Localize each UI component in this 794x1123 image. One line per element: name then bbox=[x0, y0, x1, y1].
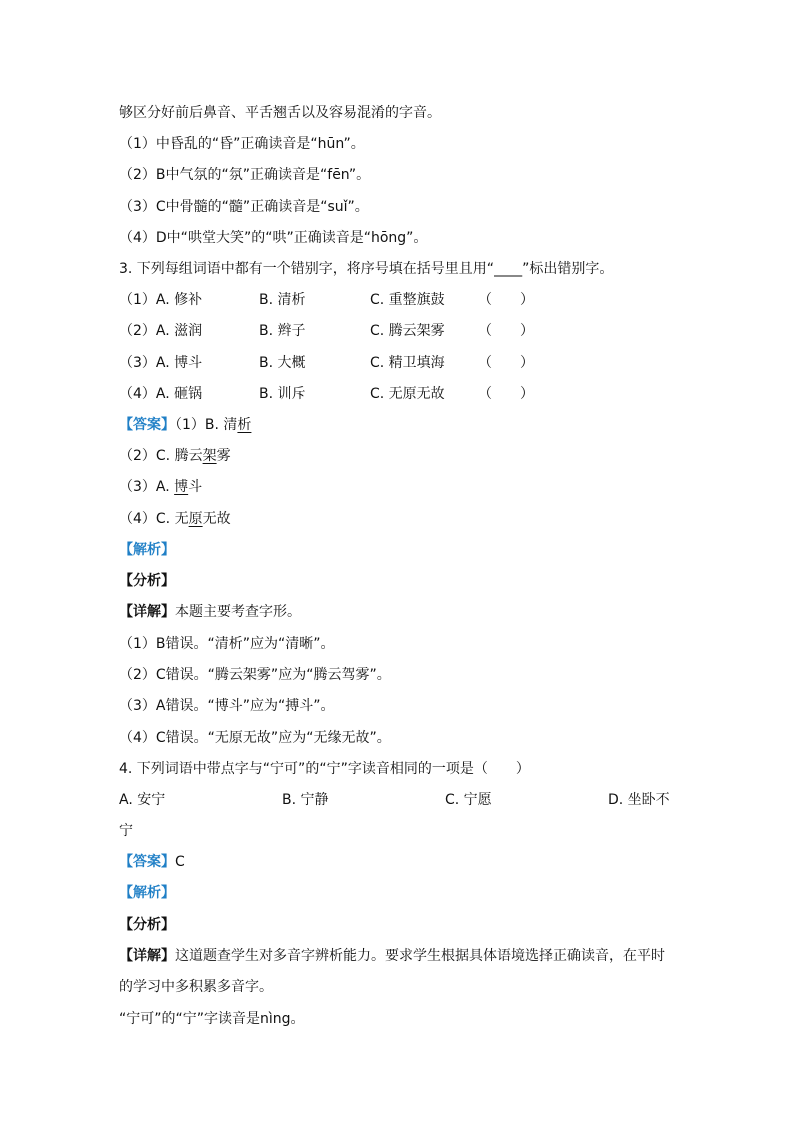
detail-text: 本题主要考查字形。 bbox=[175, 604, 301, 620]
q4-option-d: D. 坐卧不 bbox=[608, 792, 670, 808]
question-3-stem bbox=[119, 260, 613, 278]
q3-answer-paren: （ ） bbox=[478, 355, 534, 371]
q3-option-c: C. 精卫填海 bbox=[370, 355, 445, 371]
q3-option-b: B. 大概 bbox=[259, 355, 306, 371]
answer-text: C bbox=[175, 854, 185, 870]
detail-text-cont: 的学习中多积累多音字。 bbox=[119, 979, 273, 995]
analysis-tag: 【解析】 bbox=[119, 542, 175, 558]
detail-item: （1）B错误。“清析”应为“清晰”。 bbox=[119, 636, 335, 652]
fenxi-tag: 【分析】 bbox=[119, 917, 175, 933]
answer-3-line-4 bbox=[119, 510, 231, 528]
q3-option-b: B. 训斥 bbox=[259, 386, 306, 402]
answer-text: 雾 bbox=[216, 448, 231, 464]
wrong-char: 博 bbox=[174, 479, 189, 495]
answer-text: （1）B. 清 bbox=[175, 417, 238, 433]
detail-item: （2）C错误。“腾云架雾”应为“腾云驾雾”。 bbox=[119, 667, 391, 683]
q4-option-a: A. 安宁 bbox=[119, 792, 166, 808]
detail-line bbox=[119, 603, 301, 621]
detail-text: 这道题查学生对多音字辨析能力。要求学生根据具体语境选择正确读音，在平时 bbox=[175, 948, 665, 964]
question-4-stem: 4. 下列词语中带点字与“宁可”的“宁”字读音相同的一项是（ ） bbox=[119, 761, 530, 777]
answer-tag: 【答案】 bbox=[119, 417, 175, 433]
wrong-char: 析 bbox=[237, 417, 252, 433]
q3-stem-post: ”标出错别字。 bbox=[522, 261, 614, 277]
q3-option-c: C. 重整旗鼓 bbox=[370, 292, 445, 308]
q3-option-c: C. 无原无故 bbox=[370, 386, 445, 402]
q3-stem-blank: ____ bbox=[494, 261, 523, 277]
answer-text: 斗 bbox=[188, 479, 203, 495]
detail-item: （4）C错误。“无原无故”应为“无缘无故”。 bbox=[119, 730, 391, 746]
answer-4-line bbox=[119, 853, 185, 871]
answer-text: （2）C. 腾云 bbox=[119, 448, 203, 464]
answer-3-line-2 bbox=[119, 447, 231, 465]
q3-answer-paren: （ ） bbox=[478, 323, 534, 339]
answer-text: （4）C. 无 bbox=[119, 511, 189, 527]
answer-3-line-3 bbox=[119, 478, 202, 496]
detail-tag: 【详解】 bbox=[119, 604, 175, 620]
q3-option-b: B. 辫子 bbox=[259, 323, 306, 339]
answer-text: （3）A. bbox=[119, 479, 175, 495]
text-line: （1）中昏乱的“昏”正确读音是“hūn”。 bbox=[119, 136, 365, 152]
q3-option-a: （3）A. 博斗 bbox=[119, 355, 203, 371]
answer-tag: 【答案】 bbox=[119, 854, 175, 870]
wrong-char: 原 bbox=[188, 511, 203, 527]
detail-text-last: “宁可”的“宁”字读音是nìng。 bbox=[119, 1011, 305, 1027]
answer-3-line-1 bbox=[119, 416, 251, 434]
text-line: （4）D中“哄堂大笑”的“哄”正确读音是“hōng”。 bbox=[119, 230, 428, 246]
text-line: 够区分好前后鼻音、平舌翘舌以及容易混淆的字音。 bbox=[119, 105, 441, 121]
fenxi-tag: 【分析】 bbox=[119, 573, 175, 589]
q3-answer-paren: （ ） bbox=[478, 386, 534, 402]
q3-answer-paren: （ ） bbox=[478, 292, 534, 308]
q3-option-b: B. 清析 bbox=[259, 292, 306, 308]
q3-option-a: （1）A. 修补 bbox=[119, 292, 203, 308]
text-line: （2）B中气氛的“氛”正确读音是“fēn”。 bbox=[119, 167, 371, 183]
q4-option-d-wrap: 宁 bbox=[119, 823, 133, 839]
q3-stem-pre: 3. 下列每组词语中都有一个错别字，将序号填在括号里且用“ bbox=[119, 261, 495, 277]
answer-text: 无故 bbox=[202, 511, 231, 527]
text-line: （3）C中骨髓的“髓”正确读音是“suǐ”。 bbox=[119, 199, 369, 215]
q4-option-c: C. 宁愿 bbox=[445, 792, 492, 808]
detail-line bbox=[119, 947, 665, 965]
q3-option-a: （4）A. 砸锅 bbox=[119, 386, 203, 402]
wrong-char: 架 bbox=[202, 448, 217, 464]
detail-item: （3）A错误。“博斗”应为“搏斗”。 bbox=[119, 698, 335, 714]
detail-tag: 【详解】 bbox=[119, 948, 175, 964]
q3-option-c: C. 腾云架雾 bbox=[370, 323, 445, 339]
q3-option-a: （2）A. 滋润 bbox=[119, 323, 203, 339]
q4-option-b: B. 宁静 bbox=[282, 792, 329, 808]
analysis-tag: 【解析】 bbox=[119, 885, 175, 901]
